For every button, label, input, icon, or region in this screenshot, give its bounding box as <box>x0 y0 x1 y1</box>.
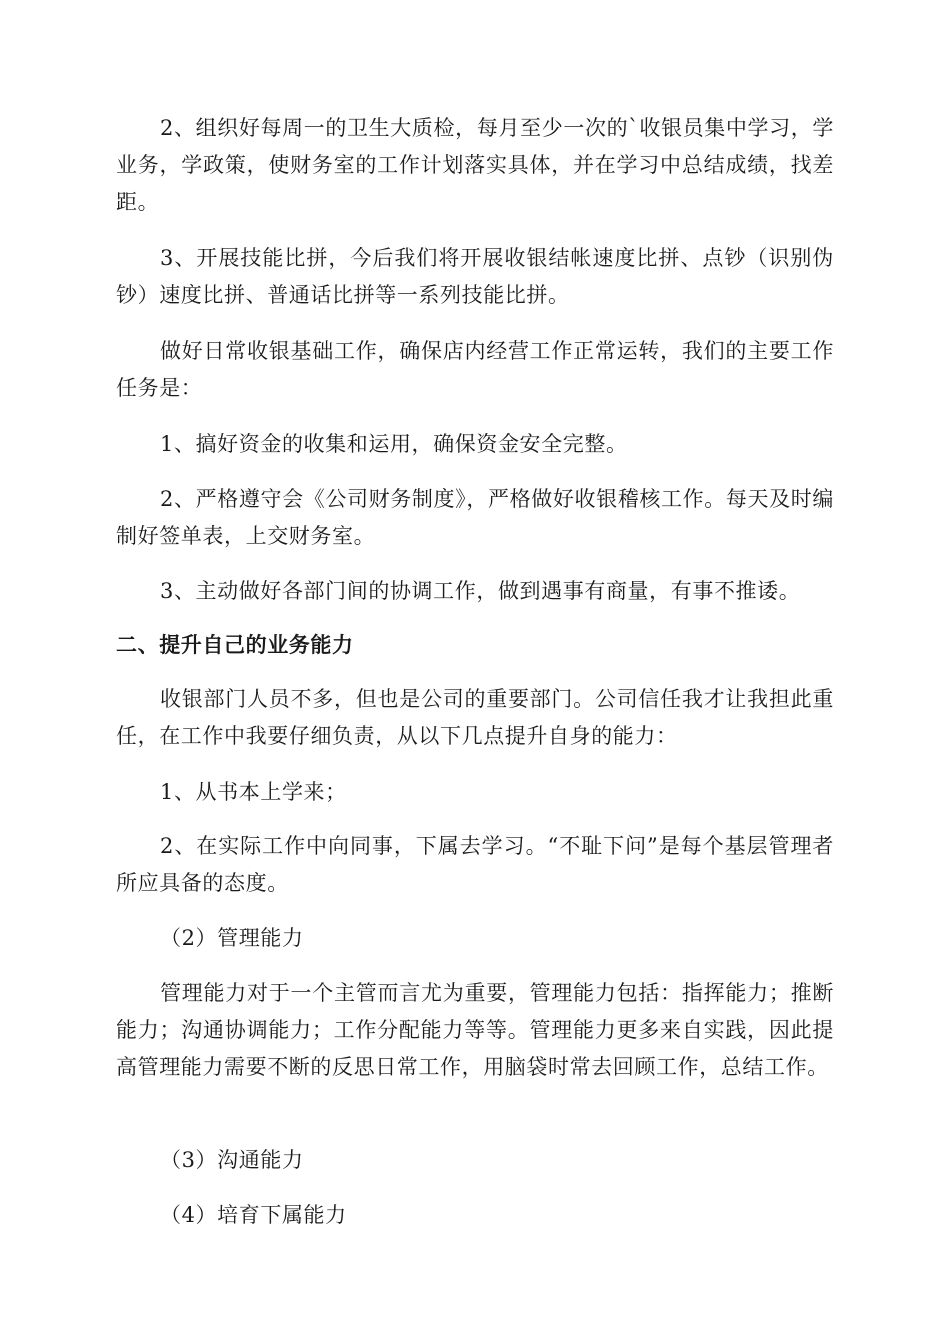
paragraph-management-ability-title: （2）管理能力 <box>160 926 304 950</box>
paragraph-finance-rules: 2、严格遵守会《公司财务制度》，严格做好收银稽核工作。每天及时编制好签单表，上交财务室。 <box>116 487 834 548</box>
paragraph-management-ability: 管理能力对于一个主管而言尤为重要，管理能力包括：指挥能力；推断能力；沟通协调能力；工作分配能力等等。管理能力更多来自实践，因此提高管理能力需要不断的反思日常工作，用脑袋时常去回顾工作，总结工作。 <box>116 981 834 1079</box>
section-heading-business-ability: 二、提升自己的业务能力 <box>116 633 354 657</box>
paragraph-coordination: 3、主动做好各部门间的协调工作，做到遇事有商量，有事不推诿。 <box>160 579 801 603</box>
paragraph-fund-management: 1、搞好资金的收集和运用，确保资金安全完整。 <box>160 432 628 456</box>
paragraph-weekly-inspection: 2、组织好每周一的卫生大质检，每月至少一次的`收银员集中学习，学业务，学政策，使财务室的工作计划落实具体，并在学习中总结成绩，找差距。 <box>116 116 834 214</box>
paragraph-communication-ability-title: （3）沟通能力 <box>160 1148 304 1172</box>
paragraph-learn-from-colleagues: 2、在实际工作中向同事，下属去学习。“不耻下问”是每个基层管理者所应具备的态度。 <box>116 834 834 895</box>
paragraph-cashier-department: 收银部门人员不多，但也是公司的重要部门。公司信任我才让我担此重任，在工作中我要仔细负责，从以下几点提升自身的能力： <box>116 687 834 748</box>
paragraph-skill-contest: 3、开展技能比拼，今后我们将开展收银结帐速度比拼、点钞（识别伪钞）速度比拼、普通话比拼等一系列技能比拼。 <box>116 246 834 307</box>
paragraph-learn-from-books: 1、从书本上学来； <box>160 780 347 804</box>
paragraph-training-ability-title: （4）培育下属能力 <box>160 1203 347 1227</box>
paragraph-daily-work-intro: 做好日常收银基础工作，确保店内经营工作正常运转，我们的主要工作任务是： <box>116 339 834 400</box>
